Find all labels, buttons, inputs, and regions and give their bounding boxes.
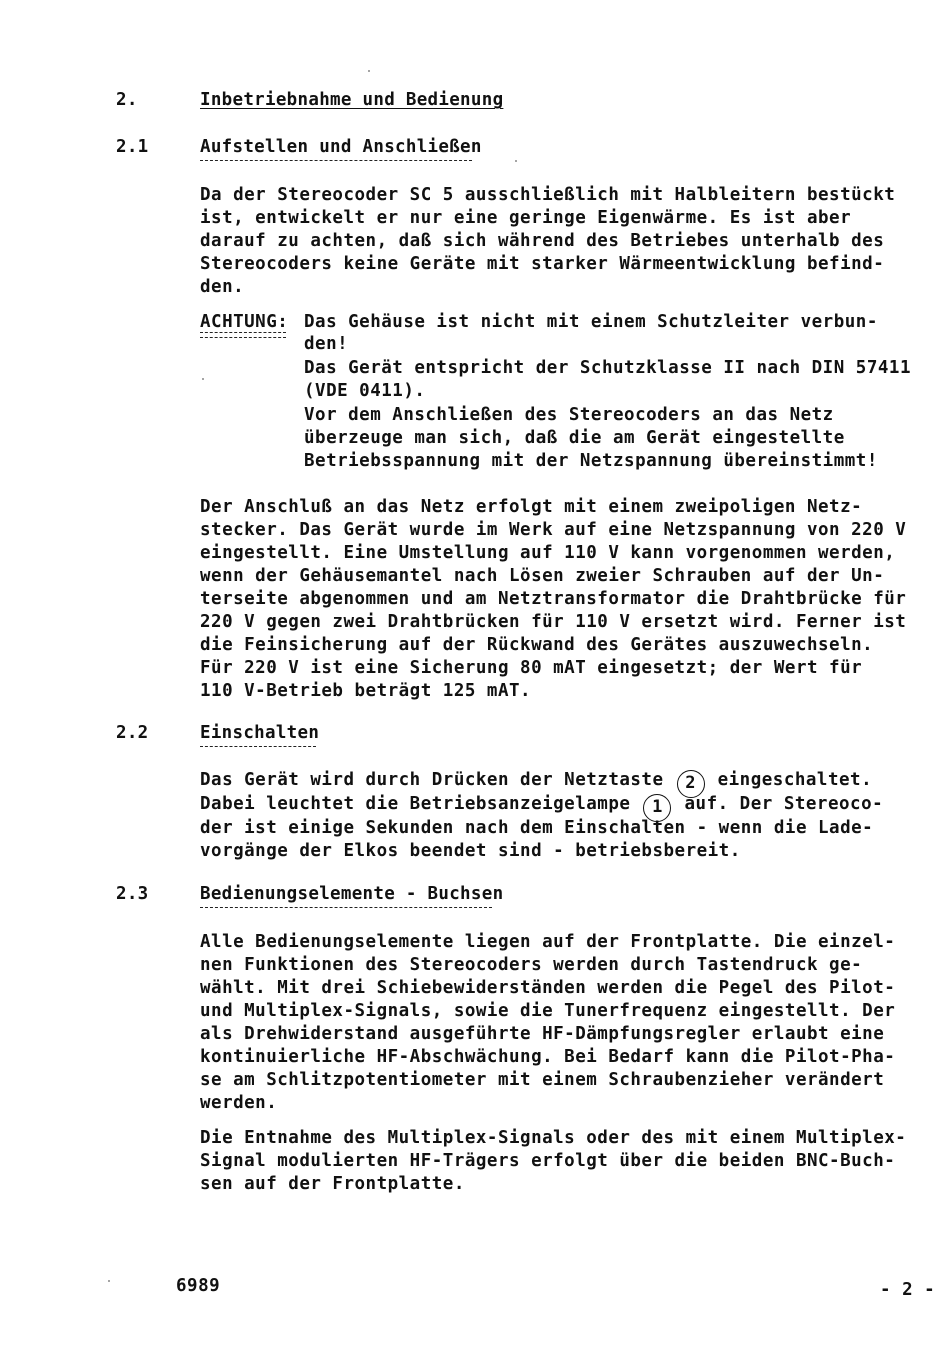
text-line: Da der Stereocoder SC 5 ausschließlich mit Halbleitern bestückt [200, 185, 896, 205]
page-number: - 2 - [880, 1280, 936, 1300]
warning-line: Betriebsspannung mit der Netzspannung übereinstimmt! [304, 451, 878, 471]
text-line: nen Funktionen des Stereocoders werden durch Tastendruck ge- [200, 955, 863, 975]
section-number: 2.2 [116, 723, 149, 743]
text-line: den. [200, 277, 245, 297]
text-line: wenn der Gehäusemantel nach Lösen zweier Schrauben auf der Un- [200, 566, 885, 586]
warning-line: den! [304, 334, 349, 354]
text-line: 110 V-Betrieb beträgt 125 mAT. [200, 681, 532, 701]
text-line: se am Schlitzpotentiometer mit einem Schraubenzieher verändert [200, 1070, 885, 1090]
text-line: als Drehwiderstand ausgeführte HF-Dämpfungsregler erlaubt eine [200, 1024, 885, 1044]
text-line: Signal modulierten HF-Trägers erfolgt über die beiden BNC-Buch- [200, 1151, 896, 1171]
section-number: 2. [116, 90, 138, 110]
text-line: kontinuierliche HF-Abschwächung. Bei Bedarf kann die Pilot-Pha- [200, 1047, 896, 1067]
text-line: sen auf der Frontplatte. [200, 1174, 465, 1194]
text-line: Der Anschluß an das Netz erfolgt mit einem zweipoligen Netz- [200, 497, 863, 517]
warning-line: überzeuge man sich, daß die am Gerät eingestellte [304, 428, 845, 448]
text-line: Stereocoders keine Geräte mit starker Wärmeentwicklung befind- [200, 254, 885, 274]
section-title: Bedienungselemente - Buchsen [200, 884, 504, 904]
text-line: Für 220 V ist eine Sicherung 80 mAT eingesetzt; der Wert für [200, 658, 863, 678]
text-line: Das Gerät wird durch Drücken der Netztaste 2 eingeschaltet. [200, 769, 872, 798]
warning-line: Vor dem Anschließen des Stereocoders an das Netz [304, 405, 834, 425]
text-line: und Multiplex-Signals, sowie die Tunerfrequenz eingestellt. Der [200, 1001, 896, 1021]
text-line: stecker. Das Gerät wurde im Werk auf eine Netzspannung von 220 V [200, 520, 907, 540]
warning-label: ACHTUNG: [200, 312, 289, 332]
text-line: werden. [200, 1093, 278, 1113]
title-underline [200, 160, 472, 161]
section-number: 2.3 [116, 884, 149, 904]
section-number: 2.1 [116, 137, 149, 157]
title-underline [200, 907, 492, 908]
text-line: vorgänge der Elkos beendet sind - betriebsbereit. [200, 841, 741, 861]
text-line: 220 V gegen zwei Drahtbrücken für 110 V ersetzt wird. Ferner ist [200, 612, 907, 632]
text-line: die Feinsicherung auf der Rückwand des Gerätes auszuwechseln. [200, 635, 874, 655]
text-line: Dabei leuchtet die Betriebsanzeigelampe 1 auf. Der Stereoco- [200, 793, 883, 822]
warning-underline [200, 332, 286, 338]
scan-speck [108, 1280, 110, 1282]
text-line: Die Entnahme des Multiplex-Signals oder des mit einem Multiplex- [200, 1128, 907, 1148]
text-line: der ist einige Sekunden nach dem Einschalten - wenn die Lade- [200, 818, 874, 838]
warning-line: Das Gehäuse ist nicht mit einem Schutzleiter verbun- [304, 312, 878, 332]
warning-line: (VDE 0411). [304, 381, 426, 401]
scan-speck [202, 378, 204, 380]
section-title: Aufstellen und Anschließen [200, 137, 482, 157]
text-line: eingestellt. Eine Umstellung auf 110 V kann vorgenommen werden, [200, 543, 896, 563]
callout-marker-2: 2 [677, 770, 705, 798]
text-line: ist, entwickelt er nur eine geringe Eigenwärme. Es ist aber [200, 208, 852, 228]
document-number: 6989 [176, 1276, 221, 1296]
scan-speck [368, 70, 370, 72]
text-line: terseite abgenommen und am Netztransformator die Drahtbrücke für [200, 589, 907, 609]
section-title: Inbetriebnahme und Bedienung [200, 90, 504, 110]
warning-line: Das Gerät entspricht der Schutzklasse II nach DIN 57411 [304, 358, 911, 378]
callout-marker-1: 1 [643, 794, 671, 822]
section-title: Einschalten [200, 723, 320, 743]
text-line: wählt. Mit drei Schiebewiderständen werden die Pegel des Pilot- [200, 978, 896, 998]
title-underline [200, 746, 316, 747]
text-line: darauf zu achten, daß sich während des Betriebes unterhalb des [200, 231, 885, 251]
scan-speck [515, 160, 517, 162]
text-line: Alle Bedienungselemente liegen auf der Frontplatte. Die einzel- [200, 932, 896, 952]
